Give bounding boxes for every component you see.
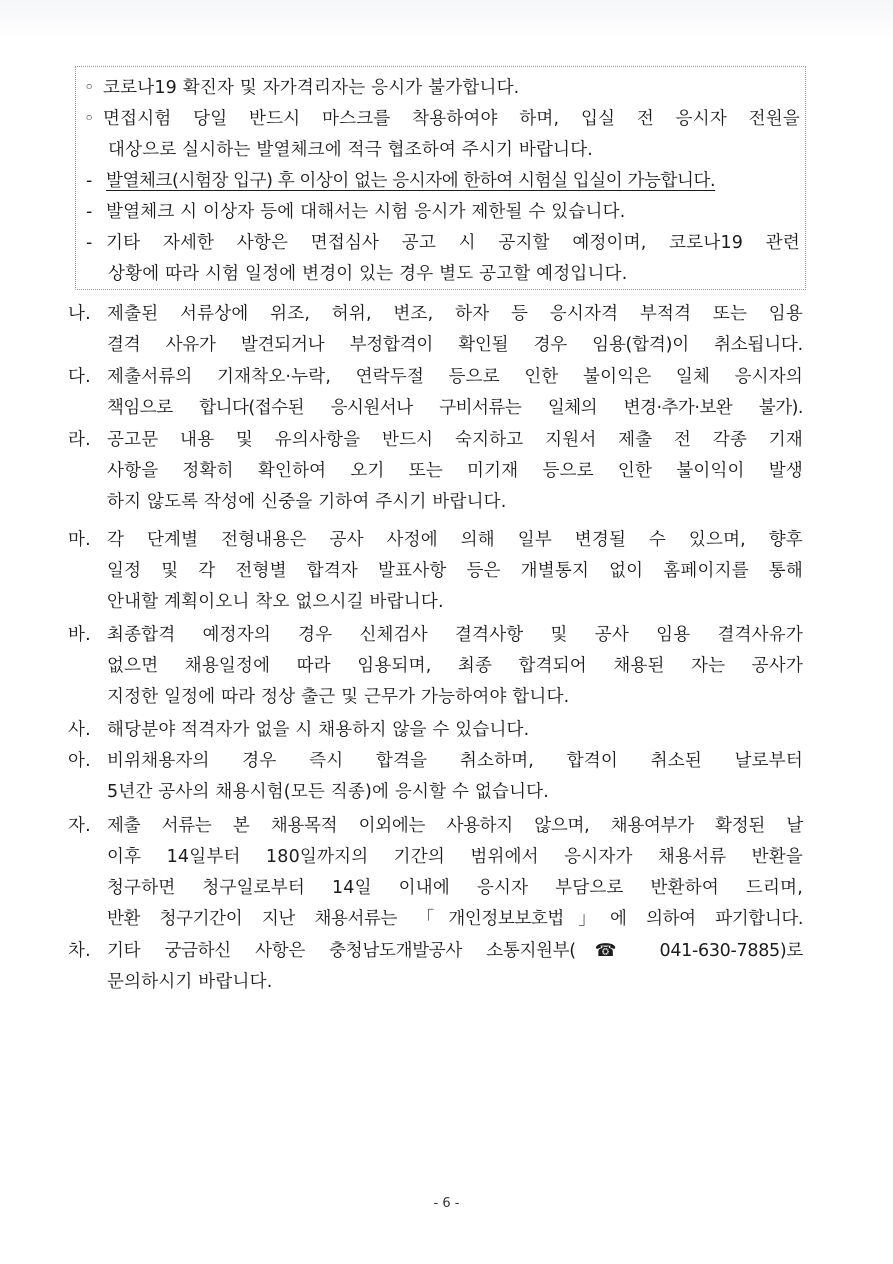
- item-line: 5년간 공사의 채용시험(모든 직종)에 응시할 수 없습니다.: [107, 782, 550, 802]
- item-line: 비위채용자의 경우 즉시 합격을 취소하며, 합격이 취소된 날로부터: [107, 751, 803, 771]
- notice-bullet-marker: ◦: [84, 78, 95, 98]
- item-line: 하지 않도록 작성에 신중을 기하여 주시기 바랍니다.: [107, 492, 507, 512]
- item-line: 책임으로 합니다(접수된 응시원서나 구비서류는 일체의 변경·추가·보완 불가).: [107, 398, 803, 418]
- item-marker-a: 아.: [68, 751, 91, 771]
- item-line: 해당분야 적격자가 없을 시 채용하지 않을 수 있습니다.: [107, 720, 530, 740]
- item-line: 제출 서류는 본 채용목적 이외에는 사용하지 않으며, 채용여부가 확정된 날: [107, 816, 803, 836]
- notice-dash-marker: -: [86, 233, 93, 253]
- item-line-contact: 기타 궁금하신 사항은 충청남도개발공사 소통지원부(☎ 041-630-7885)로: [107, 941, 803, 961]
- notice-line: 대상으로 실시하는 발열체크에 적극 협조하여 주시기 바랍니다.: [108, 140, 594, 160]
- item-line: 이후 14일부터 180일까지의 기간의 범위에서 응시자가 채용서류 반환을: [107, 847, 803, 867]
- item-line: 최종합격 예정자의 경우 신체검사 결격사항 및 공사 임용 결격사유가: [107, 625, 803, 645]
- item-line: 청구하면 청구일로부터 14일 이내에 응시자 부담으로 반환하여 드리며,: [107, 878, 803, 898]
- notice-dash-marker: -: [86, 171, 93, 191]
- notice-line: 상황에 따라 시험 일정에 변경이 있는 경우 별도 공고할 예정입니다.: [108, 264, 628, 284]
- item-line: 제출된 서류상에 위조, 허위, 변조, 하자 등 응시자격 부적격 또는 임용: [107, 304, 803, 324]
- item-line: 사항을 정확히 확인하여 오기 또는 미기재 등으로 인한 불이익이 발생: [107, 461, 803, 481]
- notice-line: 기타 자세한 사항은 면접심사 공고 시 공지할 예정이며, 코로나19 관련: [106, 233, 800, 253]
- notice-dash-marker: -: [86, 202, 93, 222]
- item-line: 없으면 채용일정에 따라 임용되며, 최종 합격되어 채용된 자는 공사가: [107, 656, 803, 676]
- notice-line: 면접시험 당일 반드시 마스크를 착용하여야 하며, 입실 전 응시자 전원을: [103, 109, 800, 129]
- item-line: 결격 사유가 발견되거나 부정합격이 확인될 경우 임용(합격)이 취소됩니다.: [107, 335, 803, 355]
- notice-line: 코로나19 확진자 및 자가격리자는 응시가 불가합니다.: [103, 78, 520, 98]
- notice-line-underlined: 발열체크(시험장 입구) 후 이상이 없는 응시자에 한하여 시험실 입실이 가능합니다.: [106, 171, 716, 191]
- item-line: 일정 및 각 전형별 합격자 발표사항 등은 개별통지 없이 홈페이지를 통해: [107, 561, 803, 581]
- notice-bullet-marker: ◦: [84, 109, 95, 129]
- item-marker-ba: 바.: [68, 625, 91, 645]
- item-marker-ja: 자.: [68, 816, 91, 836]
- item-line: 제출서류의 기재착오·누락, 연락두절 등으로 인한 불이익은 일체 응시자의: [107, 367, 803, 387]
- page-number: - 6 -: [433, 1196, 460, 1211]
- item-line: 반환 청구기간이 지난 채용서류는 「개인정보보호법」에 의하여 파기합니다.: [107, 909, 803, 929]
- item-marker-cha: 차.: [68, 941, 91, 961]
- item-line: 각 단계별 전형내용은 공사 사정에 의해 일부 변경될 수 있으며, 향후: [107, 530, 803, 550]
- item-marker-na: 나.: [68, 304, 91, 324]
- item-line: 문의하시기 바랍니다.: [107, 972, 273, 992]
- scan-header-noise: [0, 0, 893, 40]
- notice-line: 발열체크 시 이상자 등에 대해서는 시험 응시가 제한될 수 있습니다.: [106, 202, 626, 222]
- item-line: 지정한 일정에 따라 정상 출근 및 근무가 가능하여야 합니다.: [107, 687, 570, 707]
- item-line: 공고문 내용 및 유의사항을 반드시 숙지하고 지원서 제출 전 각종 기재: [107, 430, 803, 450]
- item-marker-sa: 사.: [68, 720, 91, 740]
- item-marker-ma: 마.: [68, 530, 91, 550]
- item-marker-da: 다.: [68, 367, 91, 387]
- item-line: 안내할 계획이오니 착오 없으시길 바랍니다.: [107, 592, 444, 612]
- item-marker-ra: 라.: [68, 430, 91, 450]
